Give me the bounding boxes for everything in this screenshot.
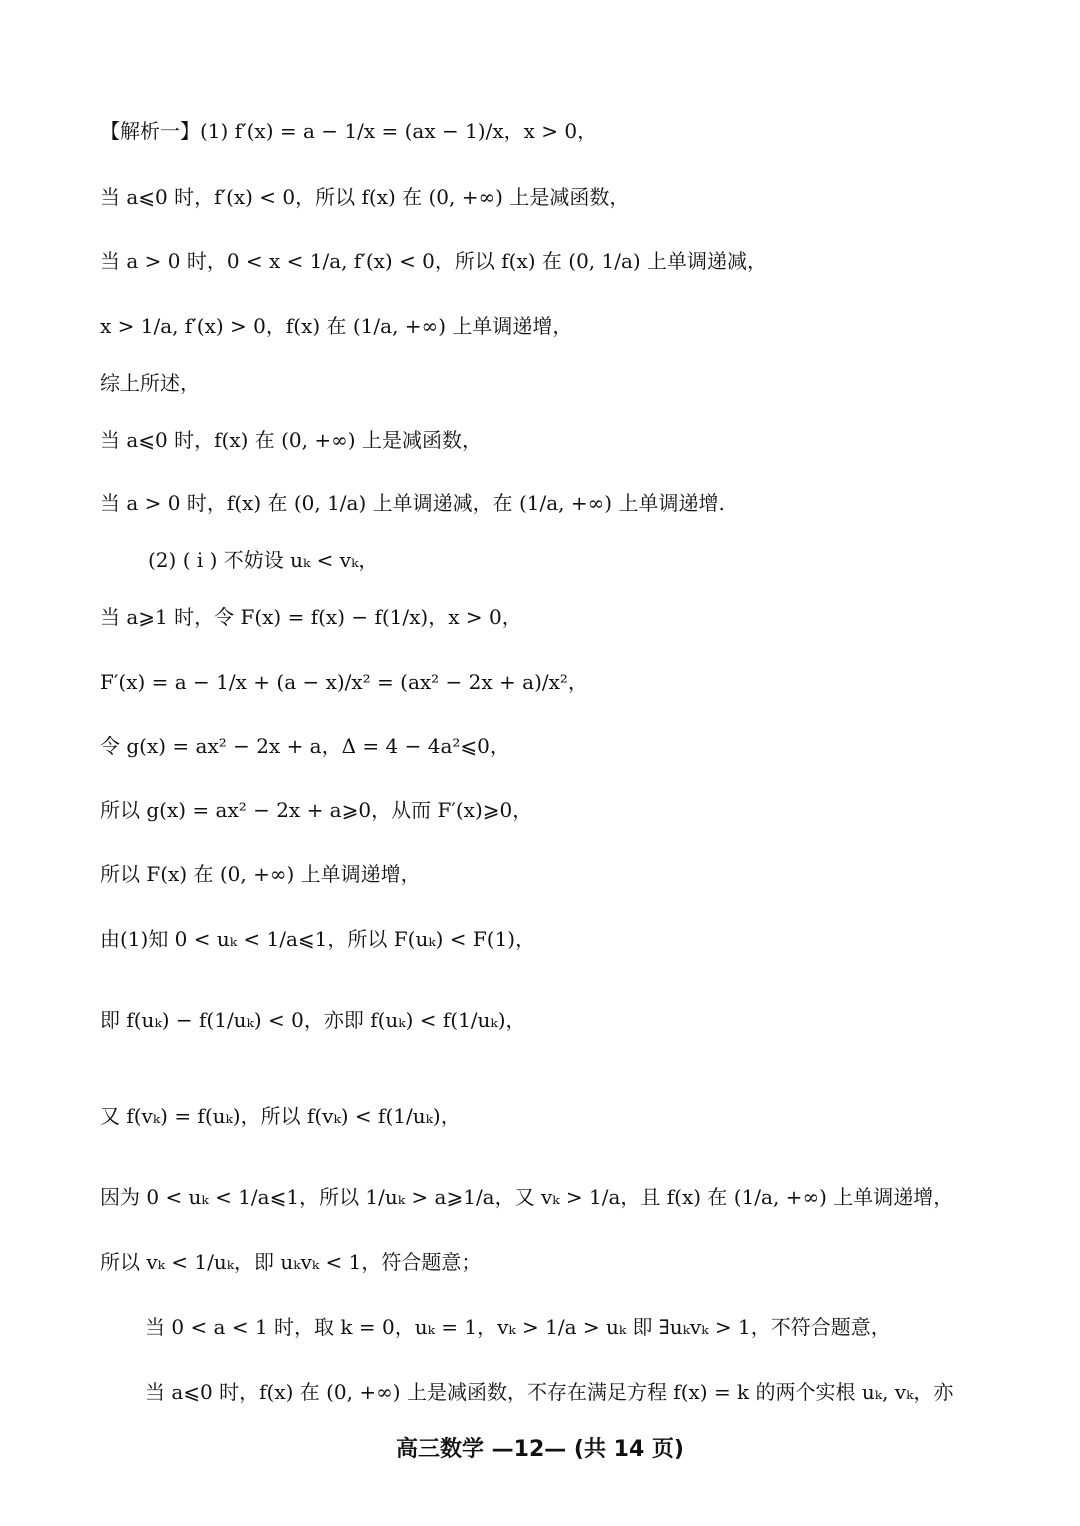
text-line-4: x > 1/a, f′(x) > 0，f(x) 在 (1/a, +∞) 上单调递增， bbox=[100, 314, 573, 338]
text-line-16: 又 f(vₖ) = f(uₖ)，所以 f(vₖ) < f(1/uₖ)， bbox=[100, 1104, 461, 1128]
text-line-14: 由(1)知 0 < uₖ < 1/a⩽1，所以 F(uₖ) < F(1)， bbox=[100, 927, 536, 951]
text-line-20: 当 a⩽0 时，f(x) 在 (0, +∞) 上是减函数，不存在满足方程 f(x) = k 的两个实根 uₖ, vₖ，亦 bbox=[145, 1380, 954, 1404]
text-line-11: 令 g(x) = ax² − 2x + a，Δ = 4 − 4a²⩽0， bbox=[100, 734, 510, 758]
text-line-10: F′(x) = a − 1/x + (a − x)/x² = (ax² − 2x + a)/x²， bbox=[100, 670, 588, 694]
text-line-7: 当 a > 0 时，f(x) 在 (0, 1/a) 上单调递减，在 (1/a, +∞) 上单调递增. bbox=[100, 491, 725, 515]
text-line-19: 当 0 < a < 1 时，取 k = 0，uₖ = 1，vₖ > 1/a > uₖ 即 ∃uₖvₖ > 1，不符合题意， bbox=[145, 1315, 891, 1339]
text-line-17: 因为 0 < uₖ < 1/a⩽1，所以 1/uₖ > a⩾1/a，又 vₖ > 1/a，且 f(x) 在 (1/a, +∞) 上单调递增， bbox=[100, 1185, 954, 1209]
text-line-15: 即 f(uₖ) − f(1/uₖ) < 0，亦即 f(uₖ) < f(1/uₖ)， bbox=[100, 1008, 526, 1032]
text-line-2: 当 a⩽0 时，f′(x) < 0，所以 f(x) 在 (0, +∞) 上是减函数， bbox=[100, 185, 630, 209]
text-line-8: (2) ( i ) 不妨设 uₖ < vₖ， bbox=[148, 548, 379, 572]
text-line-18: 所以 vₖ < 1/uₖ，即 uₖvₖ < 1，符合题意； bbox=[100, 1250, 482, 1274]
text-line-6: 当 a⩽0 时，f(x) 在 (0, +∞) 上是减函数， bbox=[100, 428, 482, 452]
text-line-13: 所以 F(x) 在 (0, +∞) 上单调递增， bbox=[100, 862, 421, 886]
text-line-1: 【解析一】(1) f′(x) = a − 1/x = (ax − 1)/x，x > 0， bbox=[100, 119, 598, 143]
text-line-5: 综上所述， bbox=[100, 371, 200, 395]
text-line-9: 当 a⩾1 时，令 F(x) = f(x) − f(1/x)，x > 0， bbox=[100, 605, 522, 629]
text-line-12: 所以 g(x) = ax² − 2x + a⩾0，从而 F′(x)⩾0， bbox=[100, 798, 533, 822]
text-line-3: 当 a > 0 时，0 < x < 1/a, f′(x) < 0，所以 f(x) 在 (0, 1/a) 上单调递减， bbox=[100, 249, 768, 273]
page-footer: 高三数学 —12— (共 14 页) bbox=[396, 1437, 684, 1462]
